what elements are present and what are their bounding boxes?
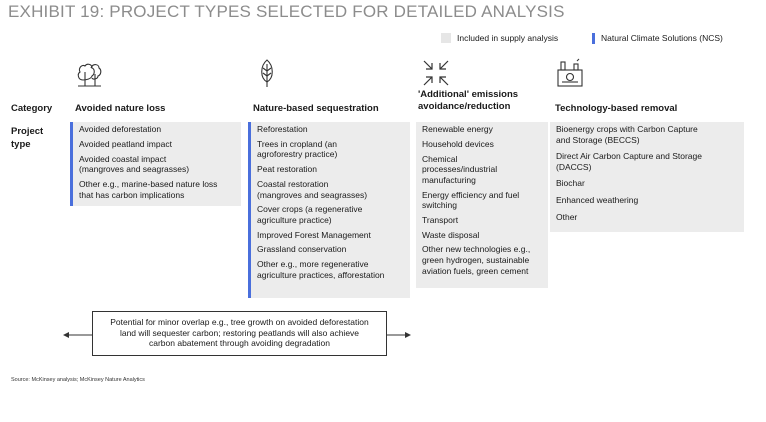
column-header-technology-based-removal (555, 103, 677, 115)
item-line: Other new technologies e.g., (422, 244, 531, 255)
list-item (422, 139, 544, 150)
item-line: Improved Forest Management (257, 229, 371, 240)
column-nature-based-sequestration (248, 122, 410, 298)
list-item (79, 179, 237, 200)
trees-icon (74, 58, 104, 88)
item-line: Chemical (422, 153, 458, 164)
item-line: Renewable energy (422, 124, 493, 134)
legend-blue-swatch (592, 33, 595, 44)
list-item (79, 154, 237, 175)
item-line: Coastal restoration (257, 178, 329, 189)
item-line: Reforestation (257, 124, 308, 134)
project-type-label (11, 125, 43, 151)
legend-supply-label: Included in supply analysis (457, 33, 559, 43)
item-line: agriculture practice) (257, 214, 332, 225)
item-line: Energy efficiency and fuel (422, 189, 520, 200)
project-type-line: type (11, 139, 31, 150)
list-item (422, 154, 544, 186)
item-line: Waste disposal (422, 229, 480, 240)
list-item (422, 244, 544, 276)
list-item (257, 139, 406, 160)
item-line: Avoided deforestation (79, 124, 162, 134)
overlap-note (92, 311, 387, 356)
factory-icon (555, 58, 585, 88)
item-line: (mangroves and seagrasses) (79, 164, 190, 175)
item-line: Other e.g., marine-based nature loss (79, 178, 218, 189)
note-line: carbon abatement through avoiding degradation (149, 338, 330, 349)
exhibit-title: EXHIBIT 19: PROJECT TYPES SELECTED FOR DETAILED ANALYSIS (8, 2, 565, 21)
list-item (79, 124, 237, 135)
legend-ncs-label: Natural Climate Solutions (NCS) (601, 33, 723, 43)
compress-arrows-icon (421, 58, 451, 88)
header-line: Technology-based removal (555, 103, 678, 114)
column-header-additional-emissions (418, 89, 518, 113)
project-type-line: Project (11, 126, 44, 137)
item-line: Cover crops (a regenerative (257, 204, 363, 215)
item-line: that has carbon implications (79, 189, 185, 200)
item-line: Household devices (422, 138, 494, 149)
item-line: aviation fuels, green cement (422, 265, 529, 276)
item-line: Other e.g., more regenerative (257, 259, 369, 270)
list-item (257, 124, 406, 135)
list-item (556, 212, 740, 223)
item-line: Avoided peatland impact (79, 138, 172, 149)
list-item (556, 151, 740, 172)
item-line: and Storage (BECCS) (556, 134, 640, 145)
item-line: agroforestry practice) (257, 149, 338, 160)
header-line: 'Additional' emissions (418, 89, 519, 100)
category-label: Category (11, 103, 53, 114)
header-line: avoidance/reduction (418, 101, 511, 112)
column-header-nature-based-sequestration (253, 103, 379, 115)
list-item (257, 179, 406, 200)
list-item (79, 139, 237, 150)
note-line: Potential for minor overlap e.g., tree growth on avoided deforestation (110, 317, 369, 327)
source-note: Source: McKinsey analysis; McKinsey Nature Analytics (11, 377, 145, 383)
item-line: Direct Air Carbon Capture and Storage (556, 151, 702, 162)
item-line: switching (422, 200, 457, 211)
item-line: Avoided coastal impact (79, 153, 167, 164)
list-item (422, 230, 544, 241)
list-item (257, 244, 406, 255)
leaf-icon (252, 58, 282, 88)
column-header-avoided-nature-loss (75, 103, 165, 115)
item-line: green hydrogen, sustainable (422, 255, 530, 266)
list-item (257, 164, 406, 175)
item-line: (mangroves and seagrasses) (257, 189, 368, 200)
item-line: (DACCS) (556, 161, 592, 172)
list-item (556, 195, 740, 206)
list-item (556, 178, 740, 189)
legend-grey-swatch (441, 33, 451, 43)
item-line: processes/industrial (422, 164, 498, 175)
item-line: Other (556, 211, 578, 222)
note-line: land will sequester carbon; restoring peatlands will also achieve (119, 327, 360, 338)
list-item (257, 204, 406, 225)
header-line: Nature-based sequestration (253, 103, 379, 114)
right-arrow-icon (387, 330, 411, 340)
column-avoided-nature-loss (70, 122, 241, 206)
list-item (257, 230, 406, 241)
item-line: Trees in cropland (an (257, 138, 338, 149)
item-line: Grassland conservation (257, 244, 347, 255)
item-line: Peat restoration (257, 164, 318, 175)
column-technology-based-removal (550, 122, 744, 232)
list-item (556, 124, 740, 145)
list-item (422, 124, 544, 135)
list-item (257, 259, 406, 280)
item-line: Biochar (556, 178, 585, 189)
column-additional-emissions (416, 122, 548, 288)
list-item (422, 215, 544, 226)
item-line: agriculture practices, afforestation (257, 269, 385, 280)
item-line: Enhanced weathering (556, 194, 639, 205)
header-line: Avoided nature loss (75, 103, 166, 114)
item-line: manufacturing (422, 174, 476, 185)
legend-ncs (592, 32, 723, 44)
item-line: Bioenergy crops with Carbon Capture (556, 124, 698, 134)
item-line: Transport (422, 214, 459, 225)
left-arrow-icon (63, 330, 93, 340)
legend-supply (441, 32, 558, 44)
list-item (422, 190, 544, 211)
